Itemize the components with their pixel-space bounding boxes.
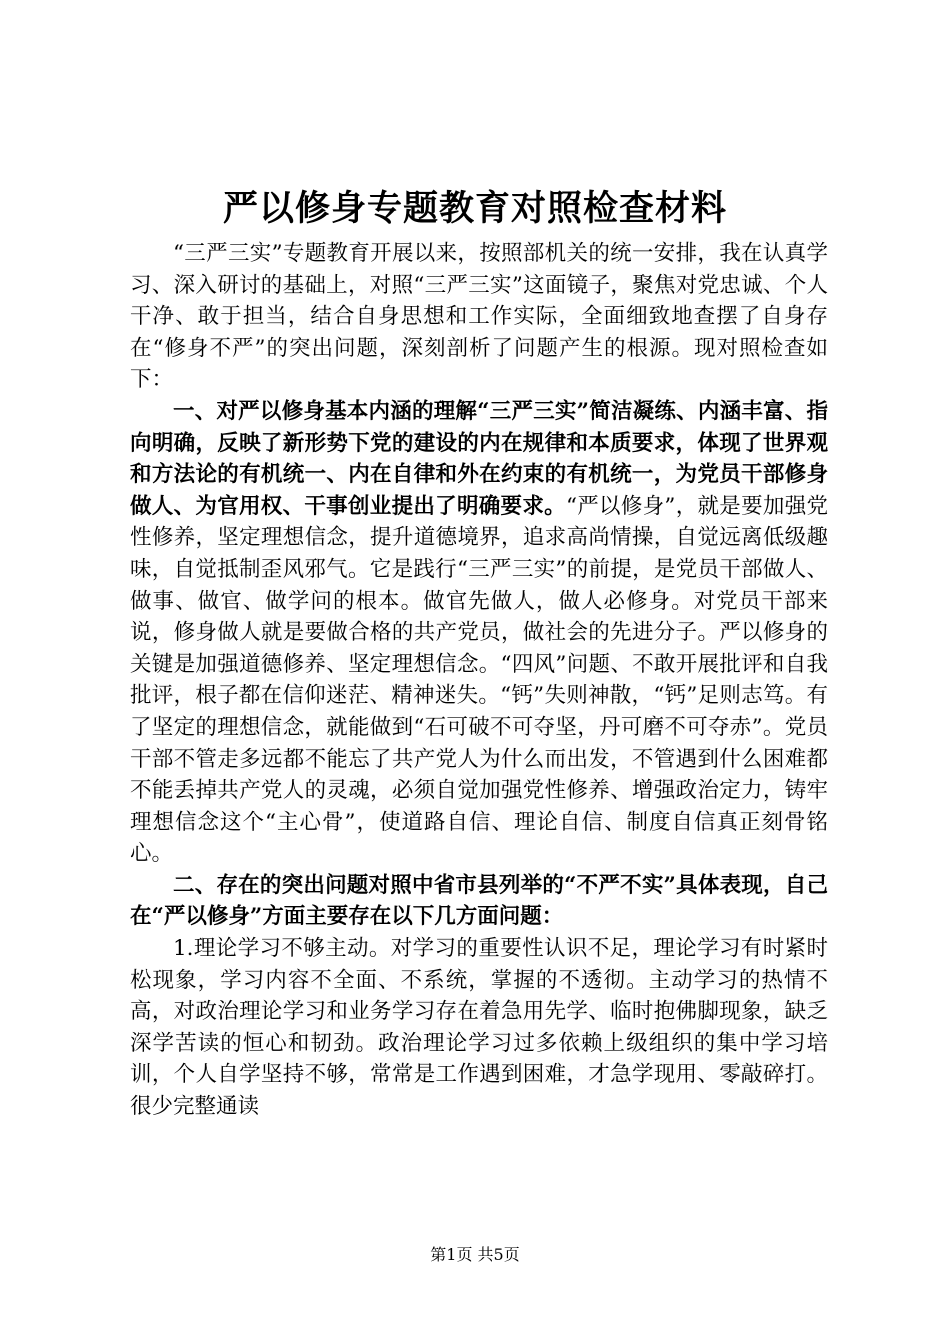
section-1-paragraph	[130, 396, 828, 870]
section-2-heading: 二、存在的突出问题对照中省市县列举的“不严不实”具体表现，自己在“严以修身”方面主要存在以下几方面问题：	[130, 872, 828, 930]
item-1-paragraph: 1.理论学习不够主动。对学习的重要性认识不足，理论学习有时紧时松现象，学习内容不全面、不系统，掌握的不透彻。主动学习的热情不高，对政治理论学习和业务学习存在着急用先学、临时抱佛脚现象，缺乏深学苦读的恒心和韧劲。政治理论学习过多依赖上级组织的集中学习培训，个人自学坚持不够，常常是工作遇到困难，才急学现用、零敲碎打。很少完整通读	[130, 936, 828, 1120]
document-title: 严以修身专题教育对照检查材料	[222, 188, 727, 229]
section-1-heading: 一、对严以修身基本内涵的理解“三严三实”简洁凝练、内涵丰富、指向明确，反映了新形势下党的建设的内在规律和本质要求，体现了世界观和方法论的有机统一、内在自律和外在约束的有机统一，为党员干部修身做人、为官用权、干事创业提出了明确要求。	[130, 398, 828, 519]
document-body	[130, 186, 828, 1123]
intro-paragraph: “三严三实”专题教育开展以来，按照部机关的统一安排，我在认真学习、深入研讨的基础上，对照“三严三实”这面镜子，聚焦对党忠诚、个人干净、敢于担当，结合自身思想和工作实际，全面细致地查摆了自身存在“修身不严”的突出问题，深刻剖析了问题产生的根源。现对照检查如下：	[130, 241, 828, 393]
section-1-body: “严以修身”，就是要加强党性修养，坚定理想信念，提升道德境界，追求高尚情操，自觉远离低级趣味，自觉抵制歪风邪气。它是践行“三严三实”的前提，是党员干部做人、做事、做官、做学问的根本。做官先做人，做人必修身。对党员干部来说，修身做人就是要做合格的共产党员，做社会的先进分子。严以修身的关键是加强道德修养、坚定理想信念。“四风”问题、不敢开展批评和自我批评，根子都在信仰迷茫、精神迷失。“钙”失则神散，“钙”足则志笃。有了坚定的理想信念，就能做到“石可破不可夺坚，丹可磨不可夺赤”。党员干部不管走多远都不能忘了共产党人为什么而出发，不管遇到什么困难都不能丢掉共产党人的灵魂，必须自觉加强党性修养、增强政治定力，铸牢理想信念这个“主心骨”，使道路自信、理论自信、制度自信真正刻骨铭心。	[130, 493, 828, 867]
page-number: 第1页 共5页	[430, 1245, 520, 1264]
